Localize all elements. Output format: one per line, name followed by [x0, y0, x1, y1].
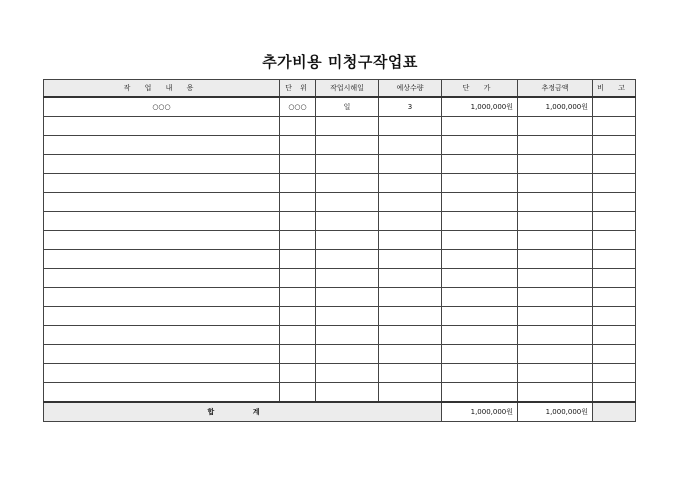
cell-unit-price: [442, 212, 518, 231]
cell-work-date: [316, 117, 379, 136]
cell-expected-qty: [379, 326, 442, 345]
cell-estimated-amount: [518, 383, 593, 403]
cell-estimated-amount: [518, 212, 593, 231]
cell-expected-qty: [379, 212, 442, 231]
cell-unit-price: [442, 155, 518, 174]
table-row: [44, 307, 636, 326]
cell-remarks: [593, 326, 636, 345]
cell-work-date: [316, 383, 379, 403]
cell-unit-price: [442, 345, 518, 364]
cell-work-date: [316, 364, 379, 383]
cell-work-content: [44, 212, 280, 231]
cell-expected-qty: [379, 231, 442, 250]
table-body: [44, 97, 636, 402]
cell-remarks: [593, 117, 636, 136]
table-row: [44, 250, 636, 269]
cell-expected-qty: [379, 136, 442, 155]
cell-remarks: [593, 212, 636, 231]
cell-work-date: [316, 307, 379, 326]
header-row: [44, 80, 636, 98]
cell-work-date: [316, 231, 379, 250]
cell-work-date: [316, 345, 379, 364]
cell-unit-price: [442, 269, 518, 288]
document-title: 추가비용 미청구작업표: [262, 53, 418, 71]
cell-estimated-amount: [518, 269, 593, 288]
cell-unit: [280, 231, 316, 250]
header-unit: 단 위: [280, 80, 316, 98]
cell-work-content: [44, 364, 280, 383]
cell-work-content: [44, 174, 280, 193]
table-row: [44, 364, 636, 383]
cell-work-content: [44, 250, 280, 269]
cell-remarks: [593, 155, 636, 174]
cell-expected-qty: [379, 174, 442, 193]
cell-expected-qty: [379, 250, 442, 269]
cell-unit: [280, 136, 316, 155]
cell-unit-price: [442, 231, 518, 250]
total-unit-price: 1,000,000원: [442, 402, 518, 422]
cell-expected-qty: [379, 193, 442, 212]
cell-unit: [280, 364, 316, 383]
cell-estimated-amount: [518, 345, 593, 364]
cell-remarks: [593, 345, 636, 364]
header-remarks: 비 고: [593, 80, 636, 98]
table-row: [44, 326, 636, 345]
table-row: [44, 193, 636, 212]
cell-work-date: [316, 326, 379, 345]
cell-estimated-amount: [518, 307, 593, 326]
cell-unit: [280, 288, 316, 307]
cell-estimated-amount: [518, 326, 593, 345]
cell-unit-price: [442, 117, 518, 136]
cell-expected-qty: [379, 383, 442, 403]
cell-remarks: [593, 174, 636, 193]
cell-unit-price: [442, 364, 518, 383]
cell-unit: [280, 174, 316, 193]
cell-remarks: [593, 231, 636, 250]
cell-work-date: [316, 212, 379, 231]
cell-expected-qty: [379, 117, 442, 136]
cell-unit: [280, 155, 316, 174]
cell-estimated-amount: [518, 193, 593, 212]
total-remarks: [593, 402, 636, 422]
cell-work-content: [44, 326, 280, 345]
cell-expected-qty: [379, 345, 442, 364]
cell-work-date: [316, 136, 379, 155]
cell-unit-price: [442, 193, 518, 212]
cell-work-content: [44, 345, 280, 364]
cell-expected-qty: [379, 155, 442, 174]
cell-unit-price: 1,000,000원: [442, 97, 518, 117]
cell-work-date: [316, 193, 379, 212]
cell-unit-price: [442, 136, 518, 155]
cell-unit-price: [442, 288, 518, 307]
cell-estimated-amount: [518, 117, 593, 136]
cell-work-content: [44, 269, 280, 288]
cell-expected-qty: [379, 364, 442, 383]
cell-estimated-amount: [518, 288, 593, 307]
cell-work-content: ○○○: [44, 97, 280, 117]
table-row: [44, 288, 636, 307]
cell-work-content: [44, 193, 280, 212]
cell-estimated-amount: [518, 364, 593, 383]
table-row: [44, 117, 636, 136]
cell-work-content: [44, 136, 280, 155]
total-estimated-amount: 1,000,000원: [518, 402, 593, 422]
header-work-content: 작 업 내 용: [44, 80, 280, 98]
table-row: [44, 231, 636, 250]
cell-unit-price: [442, 250, 518, 269]
cell-work-content: [44, 155, 280, 174]
cell-unit-price: [442, 174, 518, 193]
cell-unit: [280, 307, 316, 326]
cell-remarks: [593, 383, 636, 403]
cell-remarks: [593, 364, 636, 383]
cell-work-date: [316, 174, 379, 193]
cell-work-content: [44, 307, 280, 326]
cell-remarks: [593, 307, 636, 326]
cell-unit: ○○○: [280, 97, 316, 117]
cell-work-date: [316, 288, 379, 307]
cell-work-date: [316, 250, 379, 269]
cell-remarks: [593, 269, 636, 288]
cell-estimated-amount: [518, 231, 593, 250]
header-unit-price: 단 가: [442, 80, 518, 98]
cell-unit-price: [442, 326, 518, 345]
cell-estimated-amount: [518, 155, 593, 174]
cell-estimated-amount: [518, 174, 593, 193]
header-work-date: 작업시해일: [316, 80, 379, 98]
cell-unit: [280, 250, 316, 269]
header-expected-qty: 예상수량: [379, 80, 442, 98]
table-row: [44, 345, 636, 364]
cell-work-date: 일: [316, 97, 379, 117]
cell-unit: [280, 193, 316, 212]
cell-expected-qty: [379, 269, 442, 288]
table-row: [44, 383, 636, 403]
work-table: [43, 79, 636, 422]
cell-expected-qty: [379, 307, 442, 326]
cell-work-content: [44, 383, 280, 403]
table-row: [44, 136, 636, 155]
table-row: [44, 212, 636, 231]
cell-estimated-amount: 1,000,000원: [518, 97, 593, 117]
table-row: [44, 97, 636, 117]
cell-work-date: [316, 269, 379, 288]
cell-expected-qty: [379, 288, 442, 307]
cell-expected-qty: 3: [379, 97, 442, 117]
cell-work-content: [44, 117, 280, 136]
cell-remarks: [593, 193, 636, 212]
cell-estimated-amount: [518, 250, 593, 269]
cell-unit: [280, 212, 316, 231]
cell-remarks: [593, 136, 636, 155]
cell-unit: [280, 326, 316, 345]
total-label: 합 계: [44, 402, 442, 422]
cell-unit: [280, 345, 316, 364]
table-row: [44, 269, 636, 288]
cell-unit: [280, 383, 316, 403]
cell-work-content: [44, 288, 280, 307]
cell-unit-price: [442, 383, 518, 403]
cell-estimated-amount: [518, 136, 593, 155]
cell-work-content: [44, 231, 280, 250]
cell-remarks: [593, 97, 636, 117]
total-row: [44, 402, 636, 422]
cell-unit-price: [442, 307, 518, 326]
cell-remarks: [593, 288, 636, 307]
table-row: [44, 155, 636, 174]
cell-remarks: [593, 250, 636, 269]
cell-unit: [280, 117, 316, 136]
cell-work-date: [316, 155, 379, 174]
cell-unit: [280, 269, 316, 288]
table-row: [44, 174, 636, 193]
header-estimated-amount: 추정금액: [518, 80, 593, 98]
